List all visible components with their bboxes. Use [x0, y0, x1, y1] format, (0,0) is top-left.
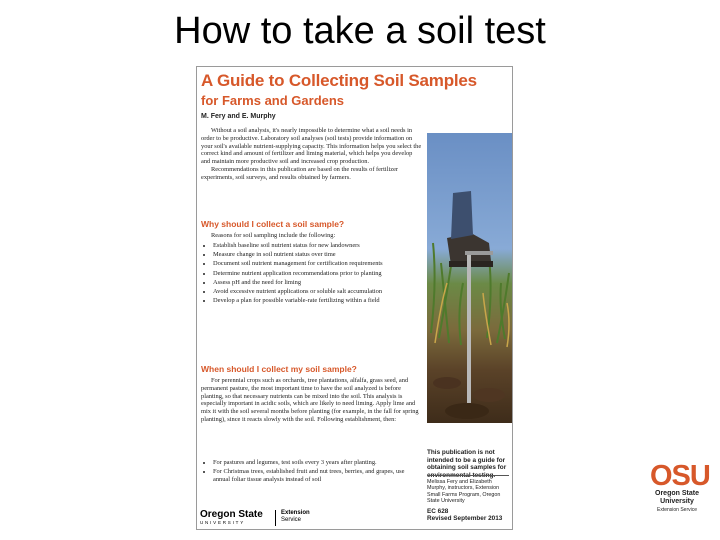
list-item: • Avoid excessive nutrient applications or soluble salt accumulation [213, 288, 417, 296]
establishment-list [201, 459, 417, 485]
soil-probe-icon [467, 253, 471, 403]
publication-info [427, 508, 502, 523]
osu-logo-service: Extension Service [656, 507, 698, 513]
when-text: For perennial crops such as orchards, tree plantations, alfalfa, grass seed, and permanent pasture, the most important time to have the soil analyzed is before planting, so that necessary nutrients can be mixed into the soil. This analysis is especially important in acidic soils, which are likely to need liming. Apply lime and mix it with the soil several months before planting (for example, in the fall for spring planting), since it reacts slowly with the soil. Following establishment, then: [201, 377, 419, 423]
ec-number: EC 628 [427, 508, 449, 515]
soil-probe-illustration [427, 133, 513, 423]
document-title: A Guide to Collecting Soil Samples [201, 71, 477, 90]
reasons-list [201, 242, 417, 306]
soil-probe-photo [427, 133, 513, 423]
divider [275, 510, 276, 526]
when-heading: When should I collect my soil sample? [201, 364, 357, 374]
list-item: • For pastures and legumes, test soils every 3 years after planting. [213, 459, 417, 467]
intro-text [201, 127, 423, 182]
author-credits: Melissa Fery and Elizabeth Murphy, instructors, Extension Small Farms Program, Oregon State University [427, 479, 501, 505]
osu-logo-name: Oregon State [200, 509, 263, 520]
environmental-disclaimer: This publication is not intended to be a guide for obtaining soil samples for environmental testing. [427, 449, 507, 479]
document-subtitle: for Farms and Gardens [201, 93, 345, 108]
osu-logo-university: UNIVERSITY [200, 520, 246, 525]
osu-corner-logo [650, 460, 710, 514]
list-item: • Document soil nutrient management for certification requirements [213, 260, 417, 268]
list-item: • Develop a plan for possible variable-rate fertilizing within a field [213, 297, 417, 305]
intro-paragraph: Without a soil analysis, it's nearly impossible to determine what a soil needs in order to be productive. Laboratory soil analyses (soil tests) provide information on your soil's available nutrient-supplying capacity. This information helps you select the correct kind and amount of fertilizer and liming material, which helps you develop and maintain more productive soil and increased crop production. [201, 127, 422, 166]
extension-label: Extension [281, 510, 310, 516]
list-item: • Assess pH and the need for liming [213, 279, 417, 287]
intro-paragraph: Recommendations in this publication are based on the results of fertilizer experiments, soil surveys, and results obtained by farmers. [201, 165, 399, 181]
extension-service-label [281, 510, 310, 524]
list-item: • For Christmas trees, established fruit and nut trees, berries, and grapes, use annual foliar tissue analysis instead of soil [213, 468, 417, 483]
list-item: • Determine nutrient application recommendations prior to planting [213, 270, 417, 278]
service-label: Service [281, 517, 302, 523]
document-page [196, 66, 513, 530]
slide-title: How to take a soil test [174, 10, 546, 52]
list-item: • Measure change in soil nutrient status over time [213, 251, 417, 259]
divider [427, 475, 509, 476]
reasons-intro: Reasons for soil sampling include the following: [211, 232, 336, 239]
document-authors: M. Fery and E. Murphy [201, 113, 276, 120]
osu-logo-name: Oregon State University [655, 490, 699, 505]
list-item: • Establish baseline soil nutrient status for new landowners [213, 242, 417, 250]
osu-footer-logo [200, 510, 263, 526]
revision-date: Revised September 2013 [427, 515, 503, 523]
osu-logo-icon: OSU [650, 460, 710, 492]
why-heading: Why should I collect a soil sample? [201, 219, 345, 229]
